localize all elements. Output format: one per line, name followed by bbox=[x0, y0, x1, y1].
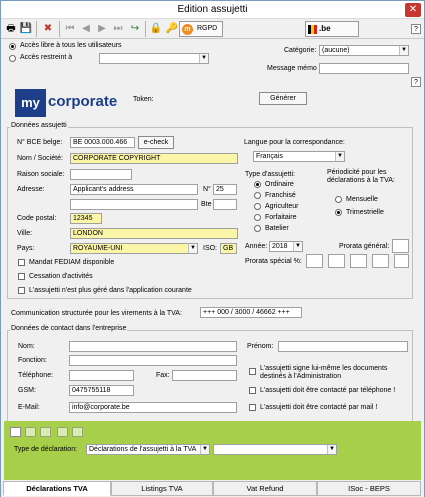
edit-document-icon[interactable] bbox=[25, 427, 36, 437]
langue-label: Langue pour la correspondance: bbox=[244, 139, 345, 146]
communication-input[interactable]: +++ 000 / 3000 / 46662 +++ bbox=[200, 307, 302, 318]
contact-nom-label: Nom: bbox=[18, 343, 35, 350]
periodicite-mensuelle-label: Mensuelle bbox=[346, 196, 378, 203]
goto-icon[interactable]: ↪ bbox=[130, 23, 140, 34]
pays-label: Pays: bbox=[17, 245, 35, 252]
contact-email-input[interactable]: info@corporate.be bbox=[69, 402, 237, 413]
toolbar bbox=[1, 19, 424, 39]
chevron-down-icon: ▼ bbox=[327, 445, 336, 454]
contact-title: Données de contact dans l'entreprise bbox=[11, 325, 127, 332]
cessation-label: Cessation d'activités bbox=[29, 273, 93, 280]
type-agriculteur-radio[interactable] bbox=[254, 203, 261, 210]
contact-telephone-check-label: L'assujetti doit être contacté par téléphone ! bbox=[260, 387, 396, 394]
close-button[interactable]: ✕ bbox=[405, 3, 421, 17]
belgian-flag-icon bbox=[308, 25, 317, 34]
toolbar-separator bbox=[36, 21, 37, 37]
type-agriculteur-label: Agriculteur bbox=[265, 203, 299, 210]
cessation-checkbox[interactable] bbox=[18, 273, 25, 280]
lock-icon[interactable]: 🔒 bbox=[149, 23, 163, 34]
contact-mail-check-label: L'assujetti doit être contacté par mail ! bbox=[260, 404, 378, 411]
raison-sociale-input[interactable] bbox=[70, 169, 132, 180]
first-icon[interactable]: ⏮ bbox=[65, 23, 75, 34]
contact-gsm-label: GSM: bbox=[18, 387, 36, 394]
contact-nom-input[interactable] bbox=[69, 341, 237, 352]
signe-documents-label: L'assujetti signe lui-même les documents destinés à l'Administration bbox=[260, 365, 388, 380]
window-title: Edition assujetti bbox=[177, 4, 248, 15]
ville-label: Ville: bbox=[17, 230, 33, 237]
langue-select[interactable] bbox=[253, 151, 345, 162]
contact-email-label: E-Mail: bbox=[18, 404, 40, 411]
contact-fonction-input[interactable] bbox=[69, 355, 237, 366]
toolbar-separator bbox=[59, 21, 60, 37]
mandat-fediam-checkbox[interactable] bbox=[18, 259, 25, 266]
prorata-special-input-4[interactable] bbox=[372, 254, 389, 268]
iso-input[interactable]: GB bbox=[220, 243, 237, 254]
access-restricted-select[interactable] bbox=[99, 53, 209, 64]
prorata-general-input[interactable] bbox=[392, 239, 409, 253]
type-forfaitaire-radio[interactable] bbox=[254, 214, 261, 221]
categorie-value: (aucune) bbox=[322, 47, 350, 54]
chevron-down-icon: ▼ bbox=[399, 46, 408, 55]
plus-gere-checkbox[interactable] bbox=[18, 287, 25, 294]
contact-fax-input[interactable] bbox=[172, 370, 237, 381]
signe-documents-checkbox[interactable] bbox=[249, 368, 256, 375]
rgpd-logo-icon: m bbox=[182, 24, 193, 35]
mycorporate-logo bbox=[15, 89, 126, 117]
printer-icon[interactable]: 🖶 bbox=[6, 23, 16, 34]
bte-input[interactable] bbox=[213, 199, 237, 210]
numero-input[interactable]: 25 bbox=[213, 184, 237, 195]
bce-label: N° BCE belge: bbox=[17, 139, 63, 146]
contact-fonction-label: Fonction: bbox=[18, 357, 47, 364]
nom-societe-label: Nom / Société: bbox=[17, 155, 63, 162]
bce-input[interactable]: BE 0003.000.466 bbox=[70, 137, 135, 148]
periodicite-trimestrielle-radio[interactable] bbox=[335, 209, 342, 216]
nom-societe-input[interactable]: CORPORATE COPYRIGHT bbox=[70, 153, 238, 164]
plus-gere-label: L'assujetti n'est plus géré dans l'application courante bbox=[29, 287, 192, 294]
bottom-tabs bbox=[1, 480, 424, 497]
message-memo-label: Message mémo bbox=[267, 65, 317, 72]
type-declaration-value: Déclarations de l'assujetti à la TVA bbox=[89, 446, 197, 453]
chevron-down-icon: ▼ bbox=[293, 242, 302, 251]
export-document-icon[interactable] bbox=[72, 427, 83, 437]
pays-value: ROYAUME-UNI bbox=[73, 245, 123, 252]
contact-gsm-input[interactable]: 0475755118 bbox=[69, 385, 134, 396]
type-batelier-label: Batelier bbox=[265, 225, 289, 232]
categorie-select[interactable] bbox=[319, 45, 409, 56]
tab-declarations-tva[interactable]: Déclarations TVA bbox=[3, 481, 111, 496]
rgpd-button[interactable] bbox=[179, 21, 223, 37]
chevron-down-icon: ▼ bbox=[200, 445, 209, 454]
last-icon[interactable]: ⏭ bbox=[113, 23, 123, 34]
mandat-fediam-label: Mandat FEDIAM disponible bbox=[29, 259, 115, 266]
contact-prenom-label: Prénom: bbox=[247, 343, 274, 350]
type-franchise-label: Franchisé bbox=[265, 192, 296, 199]
title-bar bbox=[1, 1, 424, 19]
type-forfaitaire-label: Forfaitaire bbox=[265, 214, 297, 221]
flag-label: .be bbox=[319, 24, 331, 33]
access-free-radio[interactable] bbox=[9, 43, 16, 50]
declaration-period-select[interactable] bbox=[213, 444, 337, 455]
type-franchise-radio[interactable] bbox=[254, 192, 261, 199]
access-restricted-label: Accès restreint à bbox=[20, 54, 73, 61]
adresse-label: Adresse: bbox=[17, 186, 45, 193]
donnees-assujetti-title: Données assujetti bbox=[11, 122, 67, 129]
help-icon[interactable]: ? bbox=[411, 77, 421, 87]
numero-label: N° bbox=[203, 186, 211, 193]
access-restricted-radio[interactable] bbox=[9, 55, 16, 62]
prorata-special-input-5[interactable] bbox=[394, 254, 409, 268]
code-postal-label: Code postal: bbox=[17, 215, 57, 222]
belgium-flag-button[interactable] bbox=[305, 21, 359, 37]
iso-label: ISO: bbox=[203, 245, 218, 252]
type-batelier-radio[interactable] bbox=[254, 225, 261, 232]
annee-value: 2018 bbox=[272, 243, 288, 250]
contact-telephone-checkbox[interactable] bbox=[249, 387, 256, 394]
chevron-down-icon: ▼ bbox=[199, 54, 208, 63]
save-icon[interactable]: 💾 bbox=[19, 23, 33, 34]
logo-my: my bbox=[15, 89, 46, 117]
periodicite-label: Périodicité pour les déclarations à la TVA: bbox=[327, 169, 395, 184]
prorata-special-input-3[interactable] bbox=[350, 254, 367, 268]
print-document-icon[interactable] bbox=[57, 427, 68, 437]
contact-telephone-input[interactable] bbox=[69, 370, 134, 381]
logo-corporate: corporate bbox=[48, 93, 118, 110]
langue-value: Français bbox=[256, 153, 283, 160]
new-document-icon[interactable] bbox=[10, 427, 21, 437]
type-assujetti-label: Type d'assujetti: bbox=[245, 171, 295, 178]
tab-isoc-beps[interactable]: ISoc - BEPS bbox=[317, 481, 421, 496]
communication-label: Communication structurée pour les virements à la TVA: bbox=[11, 310, 182, 317]
annee-label: Année: bbox=[245, 243, 268, 250]
next-icon[interactable]: ▶ bbox=[98, 23, 106, 34]
categorie-label: Catégorie: bbox=[284, 47, 317, 54]
rgpd-label: RGPD bbox=[197, 25, 218, 32]
annee-select[interactable] bbox=[269, 241, 303, 252]
prorata-general-label: Prorata général: bbox=[339, 243, 390, 250]
declarations-panel bbox=[4, 421, 421, 481]
raison-sociale-label: Raison sociale: bbox=[17, 171, 65, 178]
token-label: Token: bbox=[133, 96, 154, 103]
delete-icon[interactable]: ✖ bbox=[43, 23, 53, 34]
contact-prenom-input[interactable] bbox=[278, 341, 408, 352]
previous-icon[interactable]: ◀ bbox=[82, 23, 90, 34]
type-declaration-label: Type de déclaration: bbox=[14, 446, 78, 453]
echeck-button[interactable]: e-check bbox=[138, 136, 174, 149]
help-icon[interactable]: ? bbox=[411, 24, 421, 34]
access-free-label: Accès libre à tous les utilisateurs bbox=[20, 42, 122, 49]
message-memo-input[interactable] bbox=[319, 63, 409, 74]
generer-button[interactable]: Générer bbox=[259, 92, 307, 105]
toolbar-separator bbox=[145, 21, 146, 37]
periodicite-mensuelle-radio[interactable] bbox=[335, 196, 342, 203]
prorata-special-label: Prorata spécial %: bbox=[245, 258, 302, 265]
chevron-down-icon: ▼ bbox=[335, 152, 344, 161]
contact-fax-label: Fax: bbox=[156, 372, 170, 379]
bte-label: Bte bbox=[201, 201, 212, 208]
key-icon[interactable]: 🔑 bbox=[165, 23, 179, 34]
contact-telephone-label: Téléphone: bbox=[18, 372, 54, 379]
pays-select[interactable] bbox=[70, 243, 198, 254]
ville-input[interactable]: LONDON bbox=[70, 228, 238, 239]
type-ordinaire-label: Ordinaire bbox=[265, 181, 294, 188]
delete-document-icon[interactable] bbox=[40, 427, 51, 437]
adresse-line2-input[interactable] bbox=[70, 199, 198, 210]
prorata-special-input-2[interactable] bbox=[328, 254, 345, 268]
periodicite-trimestrielle-label: Trimestrielle bbox=[346, 209, 384, 216]
tab-vat-refund[interactable]: Vat Refund bbox=[213, 481, 317, 496]
chevron-down-icon: ▼ bbox=[188, 244, 197, 253]
adresse-input[interactable]: Applicant's address bbox=[70, 184, 198, 195]
code-postal-input[interactable]: 12345 bbox=[70, 213, 102, 224]
prorata-special-input-1[interactable] bbox=[306, 254, 323, 268]
tab-listings-tva[interactable]: Listings TVA bbox=[111, 481, 213, 496]
type-declaration-select[interactable] bbox=[86, 444, 210, 455]
type-ordinaire-radio[interactable] bbox=[254, 181, 261, 188]
contact-mail-checkbox[interactable] bbox=[249, 404, 256, 411]
